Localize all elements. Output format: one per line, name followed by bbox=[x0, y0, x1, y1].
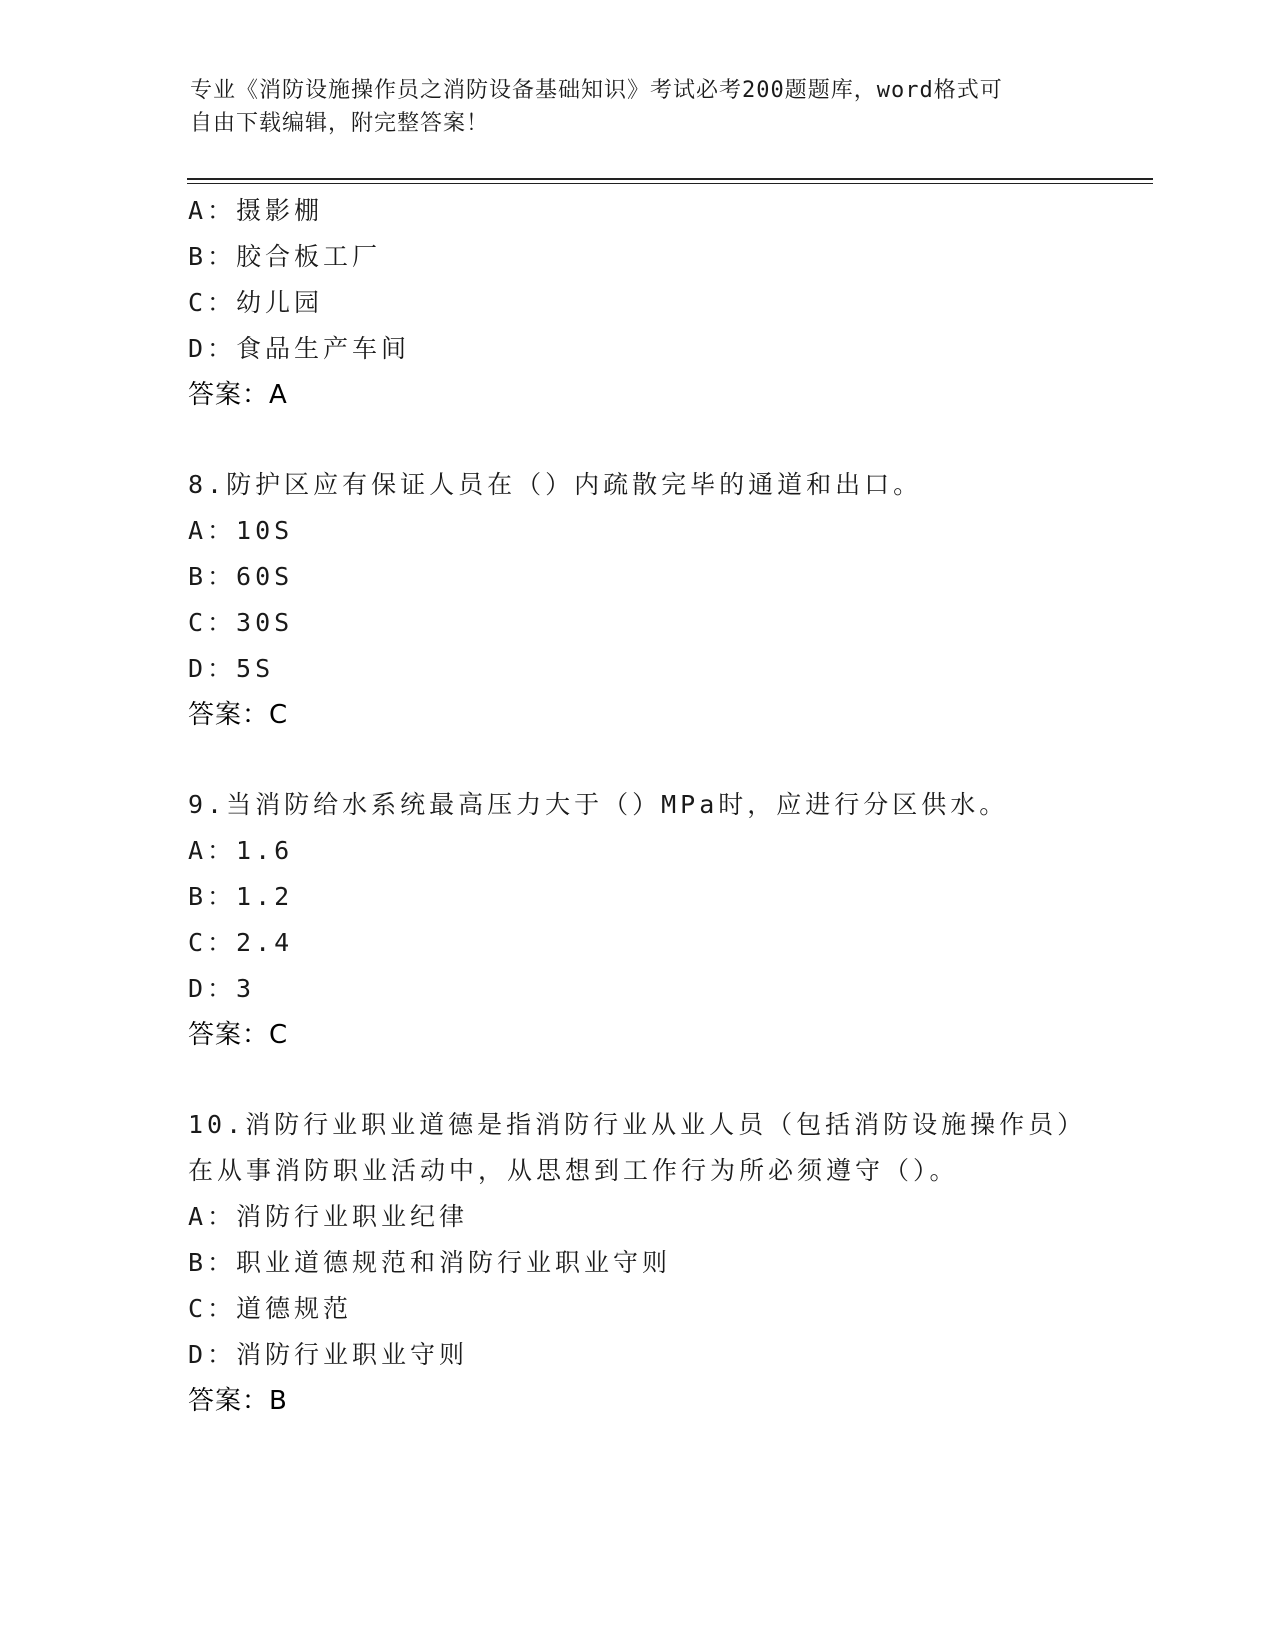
option-c: C：道德规范 bbox=[188, 1294, 353, 1323]
option-d: D：3 bbox=[188, 974, 256, 1003]
answer-line: 答案：A bbox=[188, 380, 288, 410]
document-body bbox=[188, 188, 1128, 1424]
question-7-continued bbox=[188, 188, 1128, 418]
option-c: C：30S bbox=[188, 608, 294, 637]
option-b: B：60S bbox=[188, 562, 294, 591]
document-header bbox=[190, 74, 1090, 140]
question-stem: 9.当消防给水系统最高压力大于（）MPa时，应进行分区供水。 bbox=[188, 790, 1009, 819]
option-d: D：消防行业职业守则 bbox=[188, 1340, 469, 1369]
answer-line: 答案：C bbox=[188, 1020, 289, 1050]
option-b: B：职业道德规范和消防行业职业守则 bbox=[188, 1248, 672, 1277]
spacer bbox=[188, 418, 1128, 462]
question-9 bbox=[188, 782, 1128, 1058]
header-line-2: 自由下载编辑，附完整答案！ bbox=[190, 111, 490, 136]
option-a: A：摄影棚 bbox=[188, 196, 324, 225]
header-divider bbox=[187, 178, 1153, 184]
spacer bbox=[188, 738, 1128, 782]
question-stem: 8.防护区应有保证人员在（）内疏散完毕的通道和出口。 bbox=[188, 470, 923, 499]
option-d: D：5S bbox=[188, 654, 275, 683]
option-b: B：胶合板工厂 bbox=[188, 242, 382, 271]
question-10 bbox=[188, 1102, 1128, 1424]
question-8 bbox=[188, 462, 1128, 738]
option-a: A：消防行业职业纪律 bbox=[188, 1202, 469, 1231]
question-stem-line-2: 在从事消防职业活动中，从思想到工作行为所必须遵守（）。 bbox=[188, 1156, 959, 1185]
option-c: C：2.4 bbox=[188, 928, 294, 957]
option-a: A：10S bbox=[188, 516, 294, 545]
question-stem-line-1: 10.消防行业职业道德是指消防行业从业人员（包括消防设施操作员） bbox=[188, 1110, 1087, 1139]
option-a: A：1.6 bbox=[188, 836, 294, 865]
answer-line: 答案：B bbox=[188, 1386, 288, 1416]
option-d: D：食品生产车间 bbox=[188, 334, 411, 363]
spacer bbox=[188, 1058, 1128, 1102]
option-c: C：幼儿园 bbox=[188, 288, 324, 317]
option-b: B：1.2 bbox=[188, 882, 294, 911]
answer-line: 答案：C bbox=[188, 700, 289, 730]
header-line-1: 专业《消防设施操作员之消防设备基础知识》考试必考200题题库，word格式可 bbox=[190, 78, 1003, 103]
